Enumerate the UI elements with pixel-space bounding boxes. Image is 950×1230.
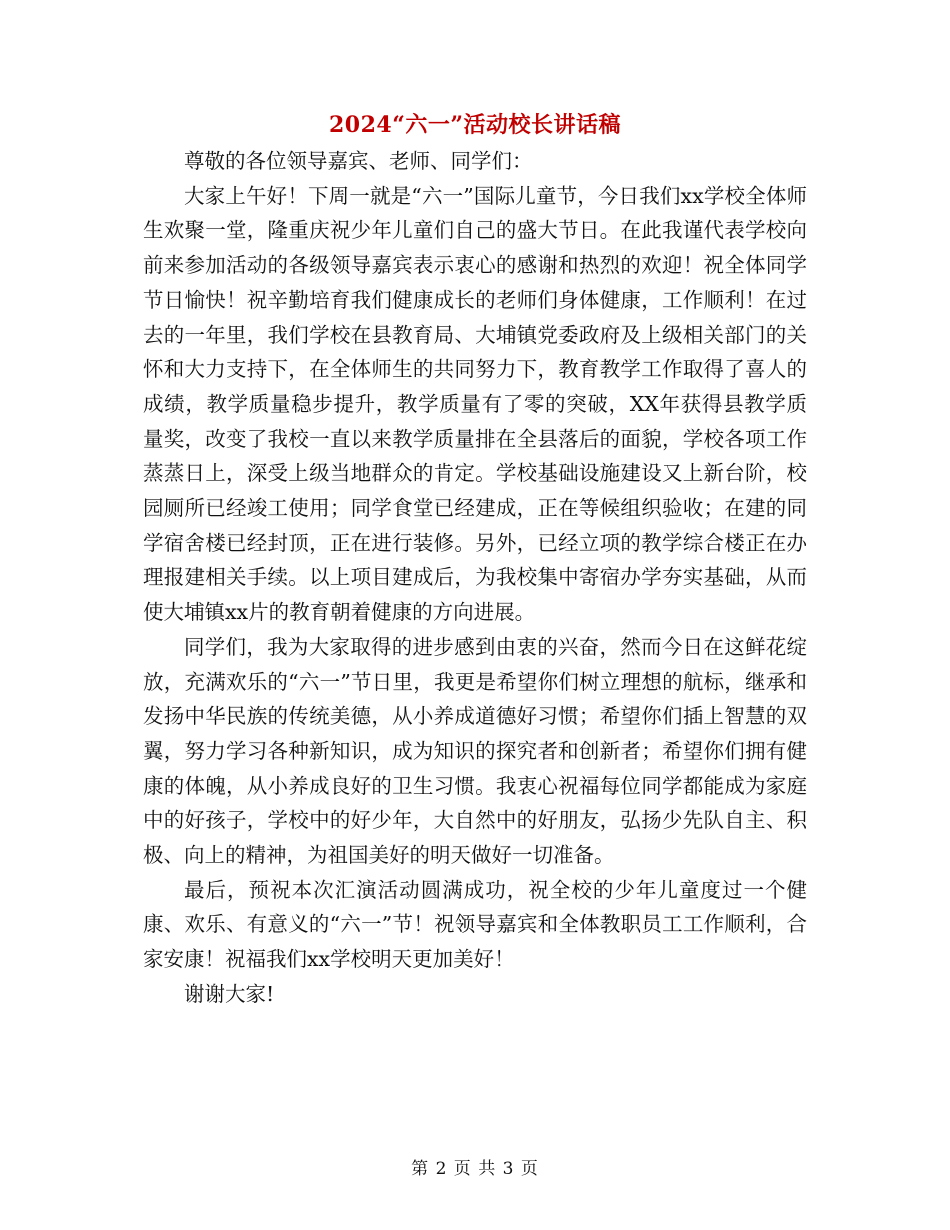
greeting-paragraph: 大家上午好！下周一就是“六一”国际儿童节，今日我们xx学校全体师生欢聚一堂，隆重庆祝少年儿童们自己的盛大节日。在此我谨代表学校向前来参加活动的各级领导嘉宾表示衷心的感谢和热烈的欢迎！祝全体同学节日愉快！祝辛勤培育我们健康成长的老师们身体健康，工作顺利！在过去的一年里，我们学校在县教育局、大埔镇党委政府及上级相关部门的关怀和大力支持下，在全体师生的共同努力下，教育教学工作取得了喜人的成绩，教学质量稳步提升，教学质量有了零的突破，XX年获得县教学质量奖，改变了我校一直以来教学质量排在全县落后的面貌，学校各项工作蒸蒸日上，深受上级当地群众的肯定。学校基础设施建设又上新台阶，校园厕所已经竣工使用；同学食堂已经建成，正在等候组织验收；在建的同学宿舍楼已经封顶，正在进行装修。另外，已经立项的教学综合楼正在办理报建相关手续。以上项目建成后，为我校集中寄宿办学夯实基础，从而使大埔镇xx片的教育朝着健康的方向进展。 [143, 183, 807, 625]
document-body [143, 144, 807, 1012]
document-title: 2024“六一”活动校长讲话稿 [328, 112, 622, 138]
salutation-paragraph: 尊敬的各位领导嘉宾、老师、同学们： [184, 149, 533, 173]
wishes-paragraph: 同学们，我为大家取得的进步感到由衷的兴奋，然而今日在这鲜花绽放，充满欢乐的“六一”节日里，我更是希望你们树立理想的航标，继承和发扬中华民族的传统美德，从小养成道德好习惯；希望你们插上智慧的双翼，努力学习各种新知识，成为知识的探究者和创新者；希望你们拥有健康的体魄，从小养成良好的卫生习惯。我衷心祝福每位同学都能成为家庭中的好孩子，学校中的好少年，大自然中的好朋友，弘扬少先队自主、积极、向上的精神，为祖国美好的明天做好一切准备。 [143, 634, 807, 868]
closing-paragraph: 最后，预祝本次汇演活动圆满成功，祝全校的少年儿童度过一个健康、欢乐、有意义的“六一”节！祝领导嘉宾和全体教职员工工作顺利，合家安康！祝福我们xx学校明天更加美好！ [143, 877, 807, 972]
page-number-footer: 第 2 页 共 3 页 [411, 1159, 539, 1179]
thanks-paragraph: 谢谢大家! [184, 981, 275, 1006]
